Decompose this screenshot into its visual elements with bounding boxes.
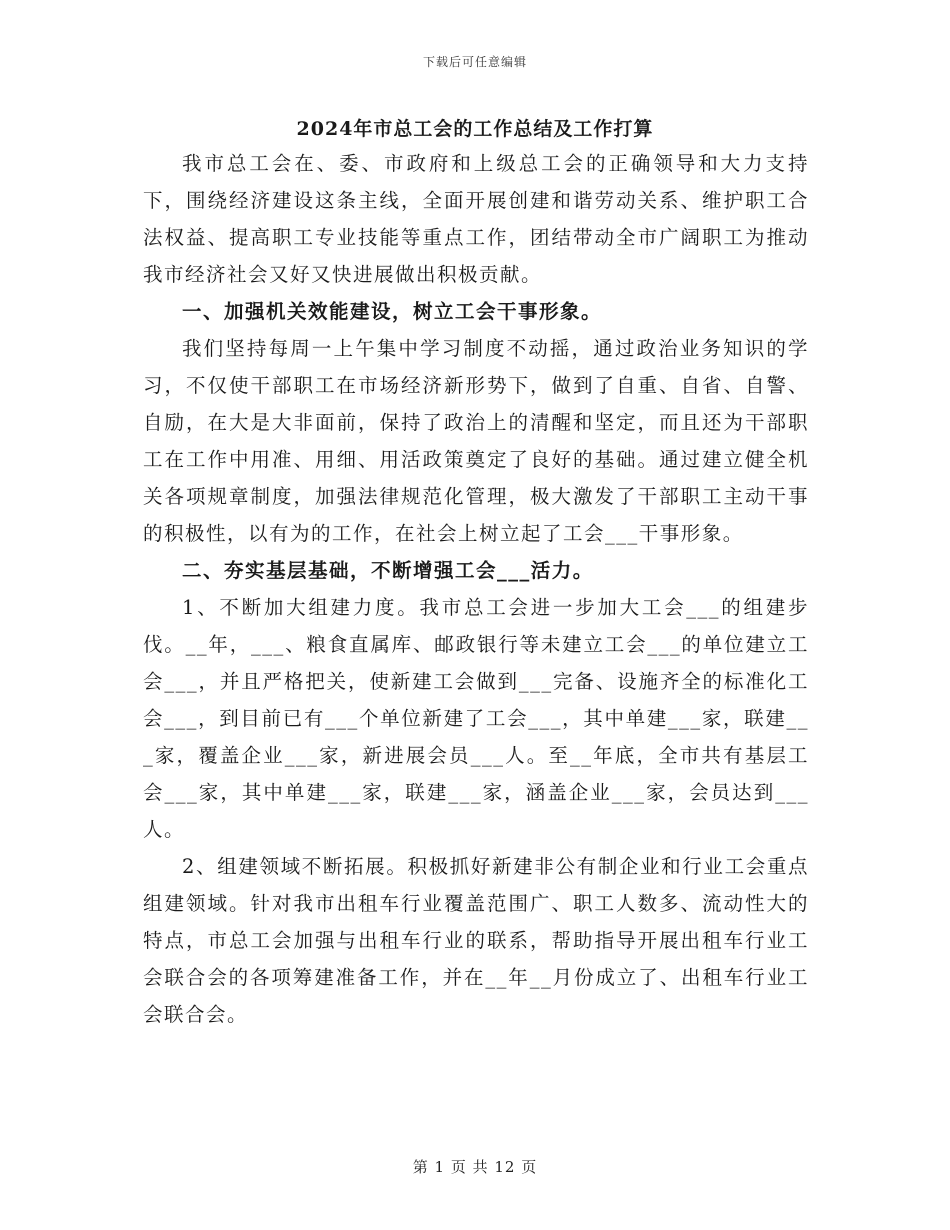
header-note: 下载后可任意编辑 [422,55,527,69]
page-number-footer: 第 1 页 共 12 页 [412,1158,538,1176]
section-2-item-2: 2、组建领域不断拓展。积极抓好新建非公有制企业和行业工会重点组建领域。针对我市出租车行业覆盖范围广、职工人数多、流动性大的特点，市总工会加强与出租车行业的联系，帮助指导开展出租车行业工会联合会的各项筹建准备工作，并在__年__月份成立了、出租车行业工会联合会。 [143,855,809,1026]
section-2-item-1: 1、不断加大组建力度。我市总工会进一步加大工会___的组建步伐。__年，___、粮食直属库、邮政银行等未建立工会___的单位建立工会___，并且严格把关，使新建工会做到___完备、设施齐全的标准化工会___，到目前已有___个单位新建了工会___，其中单建___家，联建___家，覆盖企业___家，新进展会员___人。至__年底，全市共有基层工会___家，其中单建___家，联建___家，涵盖企业___家，会员达到___人。 [143,596,809,841]
section-1-paragraph: 我们坚持每周一上午集中学习制度不动摇，通过政治业务知识的学习，不仅使干部职工在市场经济新形势下，做到了自重、自省、自警、自励，在大是大非面前，保持了政治上的清醒和坚定，而且还为干部职工在工作中用准、用细、用活政策奠定了良好的基础。通过建立健全机关各项规章制度，加强法律规范化管理，极大激发了干部职工主动干事的积极性，以有为的工作，在社会上树立起了工会___干事形象。 [143,337,809,545]
document-title: 2024年市总工会的工作总结及工作打算 [296,118,654,140]
intro-paragraph: 我市总工会在、委、市政府和上级总工会的正确领导和大力支持下，围绕经济建设这条主线，全面开展创建和谐劳动关系、维护职工合法权益、提高职工专业技能等重点工作，团结带动全市广阔职工为推动我市经济社会又好又快进展做出积极贡献。 [143,152,809,286]
document-body [143,145,809,1033]
section-heading-2: 二、夯实基层基础，不断增强工会___活力。 [182,559,594,582]
section-heading-1: 一、加强机关效能建设，树立工会干事形象。 [182,300,603,323]
